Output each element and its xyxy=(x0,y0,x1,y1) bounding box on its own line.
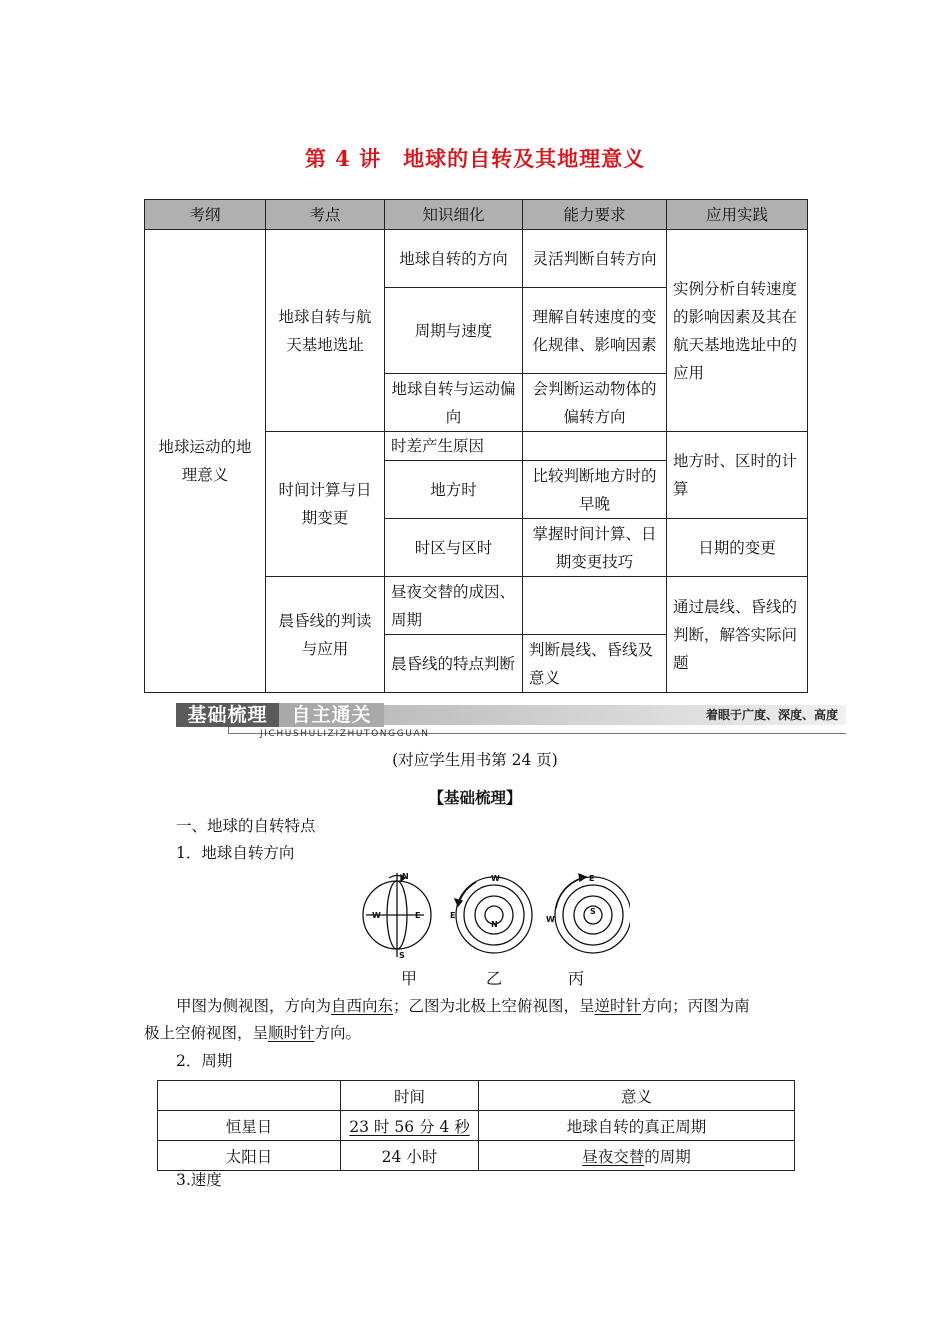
meaning-cell xyxy=(479,1141,795,1171)
header-cell: 知识细化 xyxy=(385,200,523,230)
point-cell: 地球自转与航天基地选址 xyxy=(266,230,385,432)
subheading-direction: 1．地球自转方向 xyxy=(176,844,295,862)
ability-cell: 判断晨线、昏线及意义 xyxy=(523,635,667,693)
direction-description-line1 xyxy=(176,992,750,1020)
globe-caption: 甲 xyxy=(401,969,418,988)
answer-clockwise: 顺时针 xyxy=(268,1024,315,1042)
ability-cell: 灵活判断自转方向 xyxy=(523,230,667,288)
detail-cell: 昼夜交替的成因、周期 xyxy=(385,577,523,635)
time-cell xyxy=(341,1111,479,1141)
table-row xyxy=(158,1141,795,1171)
header-cell: 考纲 xyxy=(145,200,266,230)
meaning-cell: 地球自转的真正周期 xyxy=(479,1111,795,1141)
globe-label-s: S xyxy=(399,951,405,960)
answer-day-night: 昼夜交替 xyxy=(582,1147,645,1166)
globe-caption: 丙 xyxy=(568,969,585,988)
direction-description-line2 xyxy=(144,1019,361,1047)
practice-cell: 地方时、区时的计算 xyxy=(667,432,808,519)
detail-cell: 地球自转的方向 xyxy=(385,230,523,288)
globe-label-w: W xyxy=(491,874,500,883)
ability-cell: 理解自转速度的变化规律、影响因素 xyxy=(523,288,667,374)
globe-caption: 乙 xyxy=(486,969,503,988)
page-title: 第 4 讲 地球的自转及其地理意义 xyxy=(304,146,646,171)
globe-label-s: S xyxy=(590,907,596,916)
period-header-row xyxy=(158,1081,795,1111)
ability-cell: 掌握时间计算、日期变更技巧 xyxy=(523,519,667,577)
ability-cell-empty xyxy=(523,577,667,635)
detail-cell: 时区与区时 xyxy=(385,519,523,577)
practice-cell: 通过晨线、昏线的判断，解答实际问题 xyxy=(667,577,808,693)
banner-motto: 着眼于广度、深度、高度 xyxy=(705,708,838,722)
header-cell: 能力要求 xyxy=(523,200,667,230)
banner-subtitle: 自主通关 xyxy=(279,703,384,727)
syllabus-header-row xyxy=(145,200,808,230)
ability-cell: 比较判断地方时的早晚 xyxy=(523,461,667,519)
meaning-rest: 的周期 xyxy=(644,1147,691,1166)
answer-west-to-east: 自西向东 xyxy=(331,997,394,1015)
page-reference: (对应学生用书第 24 页) xyxy=(392,751,558,769)
globe-label-w: W xyxy=(546,915,555,924)
globe-label-e: E xyxy=(589,874,595,883)
table-row xyxy=(158,1111,795,1141)
detail-cell: 时差产生原因 xyxy=(385,432,523,461)
time-cell: 24 小时 xyxy=(341,1141,479,1171)
subheading-period: 2．周期 xyxy=(176,1052,233,1070)
header-cell: 应用实践 xyxy=(667,200,808,230)
detail-cell: 地方时 xyxy=(385,461,523,519)
ability-cell: 会判断运动物体的偏转方向 xyxy=(523,374,667,432)
practice-cell: 实例分析自转速度的影响因素及其在航天基地选址中的应用 xyxy=(667,230,808,432)
banner-pinyin: JICHUSHULIZIZHUTONGGUAN xyxy=(260,729,430,739)
globe-label-n: N xyxy=(491,920,498,929)
desc-text: 极上空俯视图，呈 xyxy=(144,1024,269,1042)
period-table xyxy=(157,1080,795,1171)
header-cell: 时间 xyxy=(341,1081,479,1111)
globe-label-w: W xyxy=(372,911,381,920)
globe-label-n: N xyxy=(402,872,409,881)
desc-text: 方向；丙图为南 xyxy=(641,997,750,1015)
north-pole-view xyxy=(455,877,532,953)
banner-title: 基础梳理 xyxy=(176,703,279,727)
heading-rotation-features: 一、地球的自转特点 xyxy=(176,817,316,835)
section-heading: 【基础梳理】 xyxy=(428,788,522,807)
answer-sidereal-time: 23 时 56 分 4 秒 xyxy=(349,1117,470,1136)
rotation-diagrams xyxy=(360,870,630,960)
ability-cell-empty xyxy=(523,432,667,461)
point-cell: 时间计算与日期变更 xyxy=(266,432,385,577)
practice-cell: 日期的变更 xyxy=(667,519,808,577)
detail-cell: 晨昏线的特点判断 xyxy=(385,635,523,693)
header-cell: 考点 xyxy=(266,200,385,230)
outline-cell: 地球运动的地理意义 xyxy=(145,230,266,693)
header-cell xyxy=(158,1081,341,1111)
day-name-cell: 太阳日 xyxy=(158,1141,341,1171)
answer-counterclockwise: 逆时针 xyxy=(594,997,642,1015)
day-name-cell: 恒星日 xyxy=(158,1111,341,1141)
globe-label-e: E xyxy=(415,911,421,920)
subheading-speed: 3.速度 xyxy=(176,1171,222,1189)
desc-text: 甲图为侧视图，方向为 xyxy=(176,997,332,1015)
detail-cell: 地球自转与运动偏向 xyxy=(385,374,523,432)
point-cell: 晨昏线的判读与应用 xyxy=(266,577,385,693)
syllabus-table xyxy=(144,199,808,693)
section-banner xyxy=(176,700,846,740)
detail-cell: 周期与速度 xyxy=(385,288,523,374)
globe-label-e: E xyxy=(450,911,456,920)
header-cell: 意义 xyxy=(479,1081,795,1111)
desc-text: 方向。 xyxy=(314,1024,362,1042)
desc-text: ；乙图为北极上空俯视图，呈 xyxy=(393,997,595,1015)
